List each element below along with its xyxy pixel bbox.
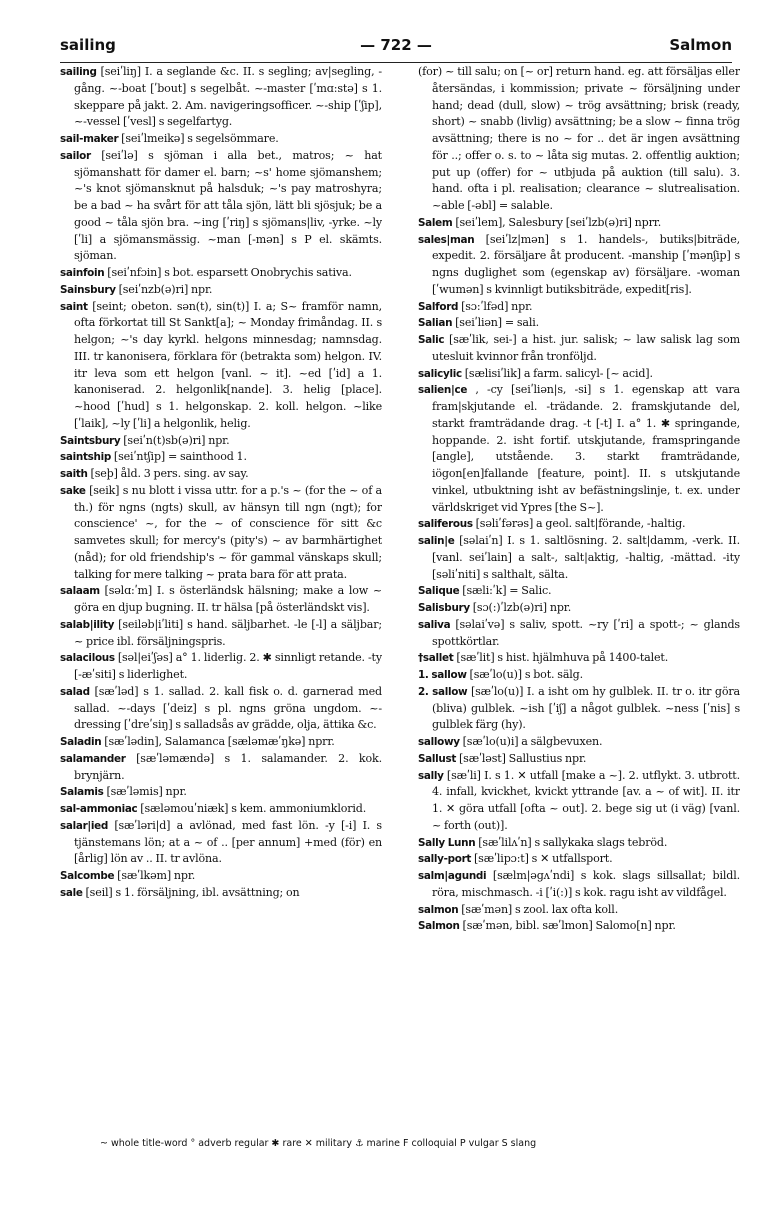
dictionary-entry [60, 734, 382, 751]
headword: Salamis [60, 786, 104, 799]
running-head-right: Salmon [669, 36, 732, 54]
dictionary-entry [418, 684, 740, 734]
entry-definition: [seiʹn(t)sb(ə)ri] npr. [123, 433, 230, 447]
entry-definition: [sælm|əgʌʹndi] s kok. slags sillsallat; bildl. röra, mischmasch. -i [ʹi(:)] s kok. ragu isht av vildfågel. [432, 869, 740, 899]
headword: sail-maker [60, 133, 119, 145]
dictionary-entry [60, 483, 382, 584]
dictionary-entry [418, 617, 740, 651]
entry-definition: [sæləmouʹniæk] s kem. ammoniumklorid. [140, 802, 367, 815]
entry-definition: [seint; obeton. sən(t), sin(t)] I. a; S~ framför namn, ofta förkortat till St Sankt[a]; ~ Monday frimåndag. II. s helgon; ~'s day kyrkl. helgons minnesdag; namnsdag. III. tr kanonisera, förklara för (betrakta som) helgon. IV. itr leva som ett helgon [vanl. ~ it]. ~ed [ʹid] a 1. kanoniserad. 2. helgonlik[nande]. 3. helig [place]. ~hood [ʹhud] s 1. helgonskap. 2. koll. helgon. ~like [ʹlaik], ~ly [ʹli] a helgonlik, helig. [74, 299, 382, 430]
dictionary-entry [418, 583, 740, 600]
entry-definition: [sæʹləri|d] a avlönad, med fast lön. -y [-i] I. s tjänstemans lön; at a ~ of .. [per annum] +med (för) en [årlig] lön av .. II. tr avlöna. [74, 818, 382, 866]
dictionary-entry [60, 650, 382, 684]
dictionary-entry [418, 215, 740, 232]
headword: saint [60, 300, 88, 313]
running-head-left: sailing [60, 36, 116, 54]
dictionary-entry [418, 299, 740, 316]
entry-definition: [seiʹntʃip] = sainthood 1. [113, 450, 247, 464]
entry-definition: [seiʹnfɔin] s bot. esparsett Onobrychis sativa. [107, 266, 352, 279]
dictionary-entry [418, 902, 740, 919]
headword: salmon [418, 903, 459, 916]
entry-definition: [sæʹlik, sei-] a hist. jur. salisk; ~ law salisk lag som utesluit kvinnor från tronföljd. [432, 333, 740, 363]
dictionary-entry [60, 784, 382, 801]
dictionary-entry [418, 751, 740, 768]
entry-definition: [sæʹmən] s zool. lax ofta koll. [461, 902, 619, 916]
entry-definition: [seiləb|iʹliti] s hand. säljbarhet. -le [-l] a säljbar; ~ price ibl. försäljningspris. [74, 617, 382, 648]
headword: Salisbury [418, 602, 470, 614]
headword: sailing [60, 66, 97, 78]
entry-definition: [seiʹlz|mən] s 1. handels-, butiks|biträde, expedit. 2. försäljare åt producent. -manship [ʹmənʃip] s ngns duglighet som (egenskap av) försäljare. -woman [ʹwumən] s kvinnligt butiksbiträde, expedit[ris]. [432, 232, 740, 296]
headword: sainfoin [60, 267, 105, 279]
page-header [60, 28, 732, 63]
entry-definition: [sɔ:ʹlfəd] npr. [461, 299, 533, 313]
dictionary-entry [60, 583, 382, 617]
entry-definition: [sæli:ʹk] = Salic. [462, 584, 552, 598]
dictionary-entry [60, 299, 382, 433]
headword: salacilous [60, 652, 115, 665]
dictionary-entry [60, 265, 382, 282]
dictionary-entry [418, 868, 740, 902]
entry-definition: [sæʹləmis] npr. [106, 785, 187, 799]
headword: salm|agundi [418, 870, 487, 882]
dictionary-entry [60, 684, 382, 734]
headword: saintship [60, 451, 112, 464]
entry-definition: [səlɑ:ʹm] I. s österländsk hälsning; make a low ~ göra en djup bugning. II. tr hälsa [på österländskt vis]. [74, 584, 382, 614]
dictionary-entry [60, 751, 382, 785]
headword: sale [60, 886, 83, 899]
entry-definition: [sæʹlkəm] npr. [117, 869, 196, 882]
entry-definition: [sæʹlipɔ:t] s ✕ utfallsport. [473, 852, 613, 866]
entry-definition: [sæʹmən, bibl. sæʹlmon] Salomo[n] npr. [462, 919, 676, 933]
page-number: — 722 — [360, 36, 432, 54]
headword: salad [60, 685, 90, 698]
abbreviation-legend: ~ whole title-word ° adverb regular ✱ rare ✕ military ⚓ marine F colloquial P vulgar S slang [100, 1138, 537, 1149]
headword: salab|ility [60, 618, 115, 631]
left-column [60, 64, 382, 1124]
entry-definition: , -cy [seiʹliən|s, -si] s 1. egenskap att vara fram|skjutande el. -trädande. 2. framskjutande del, starkt framträdande drag. -t [-t] I. a° 1. ✱ springande, hoppande. 2. isht fortif. utskjutande, framspringande [angle], utstående. 3. starkt framträdande, iögon[en]fallande [feature, point]. II. s utskjutande vinkel, utbuktning isht av befästningslinje, t. ex. under världskriget vid Ypres [the S~]. [432, 383, 740, 514]
entry-definition: [seþ] åld. 3 pers. sing. av say. [90, 467, 249, 480]
entry-definition: [sæʹlo(u)i] a sälgbevuxen. [462, 735, 603, 748]
entry-definition: [sæʹlit] s hist. hjälmhuva på 1400-talet. [456, 651, 669, 665]
headword: Salcombe [60, 870, 115, 882]
right-column [418, 64, 740, 1124]
dictionary-entry [418, 600, 740, 617]
headword: salar|ied [60, 819, 109, 832]
headword: sallowy [418, 736, 460, 748]
entry-definition: (for) ~ till salu; on [~ or] return hand. eg. att försäljas eller återsändas, i kommission; private ~ försäljning under hand; dead (dull, slow) ~ trög avsättning; brisk (ready, short) ~ snabb (livlig) avsättning; be a slow ~ finna trög avsättning; there is no ~ for .. det är ingen avsättning för ..; offer o. s. to ~ låta sig mutas. 2. offentlig auktion; put up (offer) for ~ utbjuda på auktion (till salu). 3. hand. ofta i pl. realisation; clearance ~ slutrealisation. ~able [-əbl] = salable. [418, 65, 740, 212]
headword: Sally Lunn [418, 836, 476, 849]
entry-definition: [sæʹlo(u)] s bot. sälg. [469, 668, 584, 681]
entry-definition: [səlaiʹn] I. s 1. saltlösning. 2. salt|damm, -verk. II. [vanl. seiʹlain] a salt-, salt|aktig, -haltig, -mättad. -ity [səliʹniti] s salthalt, sälta. [432, 534, 740, 581]
headword: sales|man [418, 233, 475, 246]
dictionary-entry [418, 315, 740, 332]
entry-definition: [seiʹliən] = sali. [455, 316, 540, 330]
headword: Sallust [418, 752, 457, 765]
dictionary-entry [60, 148, 382, 265]
dictionary-entry [60, 433, 382, 450]
entry-definition: [seiʹlə] s sjöman i alla bet., matros; ~ hat sjömanshatt för damer el. barn; ~s' home sjömanshem; ~'s knot sjömansknut på halsduk; ~'s pay matroshyra; be a bad ~ ha svårt för att tåla sjön, lätt bli sjösjuk; be a good ~ tåla sjön bra. ~ing [ʹriŋ] s sjömans|liv, -yrke. ~ly [ʹli] a sjömansmässig. ~man [-mən] s P el. skämts. sjöman. [74, 148, 382, 263]
entry-definition: [sælisiʹlik] a farm. salicyl- [~ acid]. [464, 366, 653, 380]
entry-definition: [sæʹləmændə] s 1. salamander. 2. kok. brynjärn. [74, 751, 382, 782]
entry-definition: [sæʹləst] Sallustius npr. [458, 751, 587, 765]
dictionary-entry [60, 868, 382, 885]
dictionary-entry [418, 667, 740, 684]
headword: 2. sallow [418, 685, 468, 698]
entry-definition: [sæʹləd] s 1. sallad. 2. kall fisk o. d. garnerad med sallad. ~-days [ʹdeiz] s pl. ngns gröna ungdom. ~-dressing [ʹdreʹsiŋ] s salladsås av grädde, olja, ättika &c. [74, 684, 382, 732]
headword: Salian [418, 317, 453, 330]
entry-definition: [sæʹlo(u)] I. a isht om hy gulblek. II. tr o. itr göra (bliva) gulblek. ~ish [ʹiʃ] a något gulblek. ~ness [ʹnis] s gulblek färg (hy). [432, 684, 740, 732]
dictionary-entry [60, 131, 382, 148]
entry-definition: [sæʹlilʌʹn] s sallykaka slags tebröd. [478, 835, 668, 849]
dictionary-entry [60, 282, 382, 299]
dictionary-entry [418, 533, 740, 583]
headword: salaam [60, 585, 100, 598]
dictionary-entry [418, 835, 740, 852]
dictionary-entry [418, 918, 740, 935]
dictionary-entry [418, 650, 740, 667]
headword: Salem [418, 216, 453, 229]
headword: saliferous [418, 518, 473, 531]
headword: saliva [418, 618, 451, 631]
dictionary-entry [60, 617, 382, 651]
dictionary-entry [418, 64, 740, 215]
headword: sally-port [418, 853, 472, 866]
entry-definition: [seiʹliŋ] I. a seglande &c. II. s segling; av|segling, -gång. ~-boat [ʹbout] s segelbåt. ~-master [ʹmɑ:stə] s 1. skeppare på jakt. 2. Am. navigeringsofficer. ~-ship [ʹʃip], ~-vessel [ʹvesl] s segelfartyg. [74, 65, 382, 129]
dictionary-entry [60, 818, 382, 868]
dictionary-entry [418, 516, 740, 533]
headword: Saintsbury [60, 434, 121, 447]
entry-definition: [seil] s 1. försäljning, ibl. avsättning; on [85, 885, 300, 899]
dictionary-entry [60, 466, 382, 483]
dictionary-entry [418, 332, 740, 366]
headword: salicylic [418, 367, 462, 380]
dictionary-entry [60, 64, 382, 131]
headword: Salmon [418, 920, 460, 933]
entry-definition: [seiʹlem], Salesbury [seiʹlzb(ə)ri] nprr. [455, 215, 662, 229]
headword: sally [418, 769, 444, 782]
headword: Sainsbury [60, 283, 116, 296]
headword: Salique [418, 585, 460, 598]
dictionary-entry [418, 232, 740, 299]
entry-definition: [seik] s nu blott i vissa uttr. for a p.'s ~ (for the ~ of a th.) för ngns (ngts) skull, av hänsyn till ngn (ngt); for conscience' ~, for the ~ of conscience för sitt &c samvetes skull; for mercy's (pity's) ~ av barmhärtighet (nåd); for old friendship's ~ för gammal vänskaps skull; talking for mere talking ~ prata bara för att prata. [74, 483, 382, 581]
headword: salien|ce [418, 384, 468, 397]
headword: salin|e [418, 535, 455, 547]
headword: Saladin [60, 736, 102, 748]
headword: salamander [60, 752, 126, 765]
headword: Salford [418, 300, 459, 313]
dictionary-entry [418, 382, 740, 516]
entry-definition: [seiʹlmeikə] s segelsömmare. [121, 132, 279, 145]
headword: saith [60, 468, 88, 480]
entry-definition: [seiʹnzb(ə)ri] npr. [118, 282, 213, 296]
entry-definition: [səlaiʹvə] s saliv, spott. ~ry [ʹri] a spott-; ~ glands spottkörtlar. [432, 617, 740, 648]
headword: 1. sallow [418, 669, 467, 681]
dictionary-entry [418, 851, 740, 868]
headword: sailor [60, 149, 91, 162]
dictionary-entry [418, 768, 740, 835]
entry-definition: [sæʹlədin], Salamanca [sæləmæʹŋkə] nprr. [104, 735, 335, 748]
dictionary-entry [60, 885, 382, 902]
headword: sal-ammoniac [60, 803, 138, 815]
entry-definition: [sæʹli] I. s 1. ✕ utfall [make a ~]. 2. utflykt. 3. utbrott. 4. infall, kvickhet, kvickt yttrande [av. a ~ of wit]. II. itr 1. ✕ göra utfall [ofta ~ out]. 2. bege sig ut (i väg) [vanl. ~ forth (out)]. [432, 768, 740, 832]
headword: †sallet [418, 652, 454, 665]
entry-definition: [səl|eiʹʃəs] a° 1. liderlig. 2. ✱ sinnligt retande. -ty [-æʹsiti] s liderlighet. [74, 651, 382, 681]
dictionary-entry [418, 734, 740, 751]
entry-definition: [sɔ(:)ʹlzb(ə)ri] npr. [472, 601, 572, 614]
headword: Salic [418, 334, 445, 346]
dictionary-entry [60, 449, 382, 466]
dictionary-entry [60, 801, 382, 818]
headword: sake [60, 484, 86, 497]
dictionary-entry [418, 366, 740, 383]
entry-definition: [səliʹfərəs] a geol. salt|förande, -haltig. [475, 517, 686, 531]
